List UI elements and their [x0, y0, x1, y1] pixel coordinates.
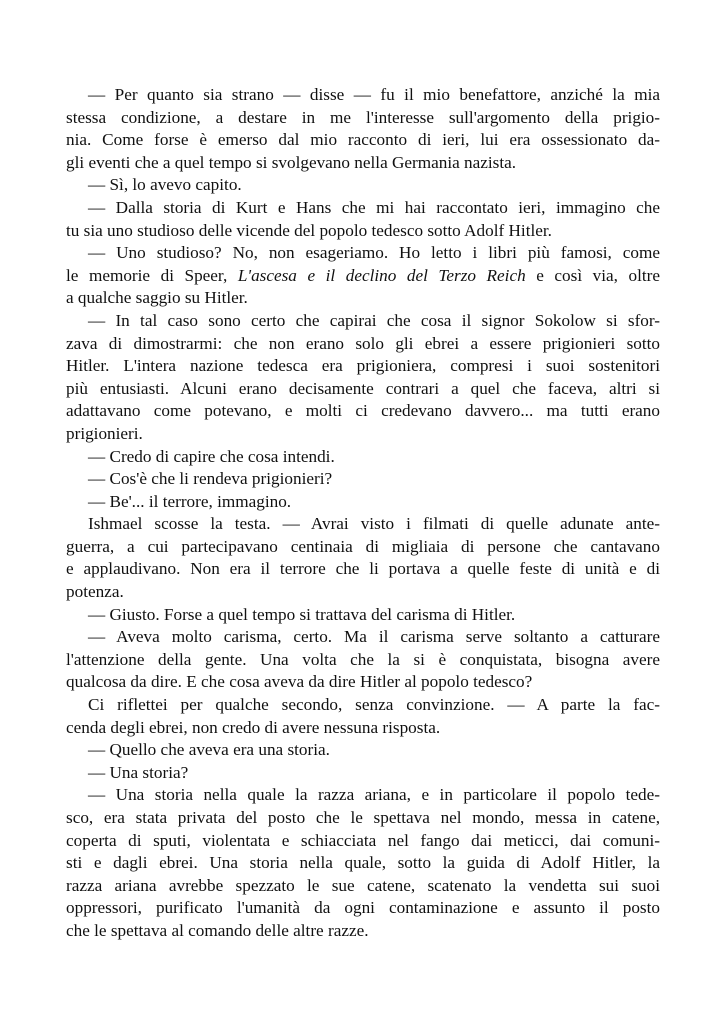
- text-line: potenza.: [66, 582, 124, 602]
- text-line: qualcosa da dire. E che cosa aveva da dire Hitler al popolo tedesco?: [66, 672, 533, 692]
- text-line: — In tal caso sono certo che capirai che cosa il signor Sokolow si sfor-: [88, 310, 660, 330]
- text-line: l'attenzione della gente. Una volta che la si è conquistata, bisogna avere: [66, 649, 660, 669]
- text-line: gli eventi che a quel tempo si svolgevano nella Germania nazista.: [66, 152, 517, 172]
- text-line: — Uno studioso? No, non esageriamo. Ho letto i libri più famosi, come: [88, 243, 660, 263]
- text-segment: le memorie di Speer,: [66, 265, 238, 285]
- text-line: — Dalla storia di Kurt e Hans che mi hai raccontato ieri, immagino che: [88, 197, 660, 217]
- text-line: — Una storia nella quale la razza ariana, e in particolare il popolo tede-: [88, 785, 660, 805]
- text-segment: e così via, oltre: [525, 265, 660, 285]
- text-line: — Sì, lo avevo capito.: [88, 175, 242, 195]
- text-line: e applaudivano. Non era il terrore che li portava a quelle feste di unità e di: [66, 559, 660, 579]
- text-line: sti e dagli ebrei. Una storia nella quale, sotto la guida di Adolf Hitler, la: [66, 853, 660, 873]
- text-line: — Credo di capire che cosa intendi.: [88, 446, 335, 466]
- text-line: — Giusto. Forse a quel tempo si trattava del carisma di Hitler.: [88, 604, 516, 624]
- text-line: zava di dimostrarmi: che non erano solo gli ebrei a essere prigionieri sotto: [66, 333, 660, 353]
- text-line: — Per quanto sia strano — disse — fu il mio benefattore, anziché la mia: [88, 85, 660, 104]
- text-line: più entusiasti. Alcuni erano decisamente contrari a quel che faceva, altri si: [66, 378, 660, 398]
- text-line: razza ariana avrebbe spezzato le sue catene, scatenato la vendetta sui suoi: [66, 875, 660, 895]
- text-line: stessa condizione, a destare in me l'interesse sull'argomento della prigio-: [66, 107, 660, 127]
- body-text: [66, 84, 660, 943]
- text-line: a qualche saggio su Hitler.: [66, 288, 248, 308]
- text-line: adattavano come potevano, e molti ci credevano davvero... ma tutti erano: [66, 401, 660, 421]
- text-line: — Cos'è che li rendeva prigionieri?: [88, 469, 333, 489]
- text-line: tu sia uno studioso delle vicende del popolo tedesco sotto Adolf Hitler.: [66, 220, 552, 240]
- book-title-italic: L'ascesa e il declino del Terzo Reich: [237, 265, 526, 285]
- text-line: — Be'... il terrore, immagino.: [88, 491, 292, 511]
- text-line: [66, 265, 660, 288]
- text-line: nia. Come forse è emerso dal mio racconto di ieri, lui era ossessionato da-: [66, 130, 660, 150]
- text-line: sco, era stata privata del posto che le spettava nel mondo, messa in catene,: [66, 808, 660, 827]
- text-line: coperta di sputi, violentata e schiacciata nel fango dai meticci, dai comuni-: [66, 830, 660, 850]
- text-line: — Quello che aveva era una storia.: [88, 740, 330, 760]
- text-line: — Una storia?: [88, 762, 189, 782]
- text-line: oppressori, purificato l'umanità da ogni contaminazione e assunto il posto: [66, 898, 660, 918]
- text-line: cenda degli ebrei, non credo di avere nessuna risposta.: [66, 717, 441, 737]
- text-line: prigionieri.: [66, 423, 143, 443]
- text-line: guerra, a cui partecipavano centinaia di migliaia di persone che cantavano: [66, 536, 660, 556]
- text-line: Ci riflettei per qualche secondo, senza convinzione. — A parte la fac-: [88, 695, 660, 715]
- text-line: — Aveva molto carisma, certo. Ma il carisma serve soltanto a catturare: [88, 627, 660, 647]
- text-line: Ishmael scosse la testa. — Avrai visto i filmati di quelle adunate ante-: [88, 514, 660, 534]
- text-line: che le spettava al comando delle altre razze.: [66, 920, 369, 940]
- text-line: Hitler. L'intera nazione tedesca era prigioniera, compresi i suoi sostenitori: [66, 356, 660, 376]
